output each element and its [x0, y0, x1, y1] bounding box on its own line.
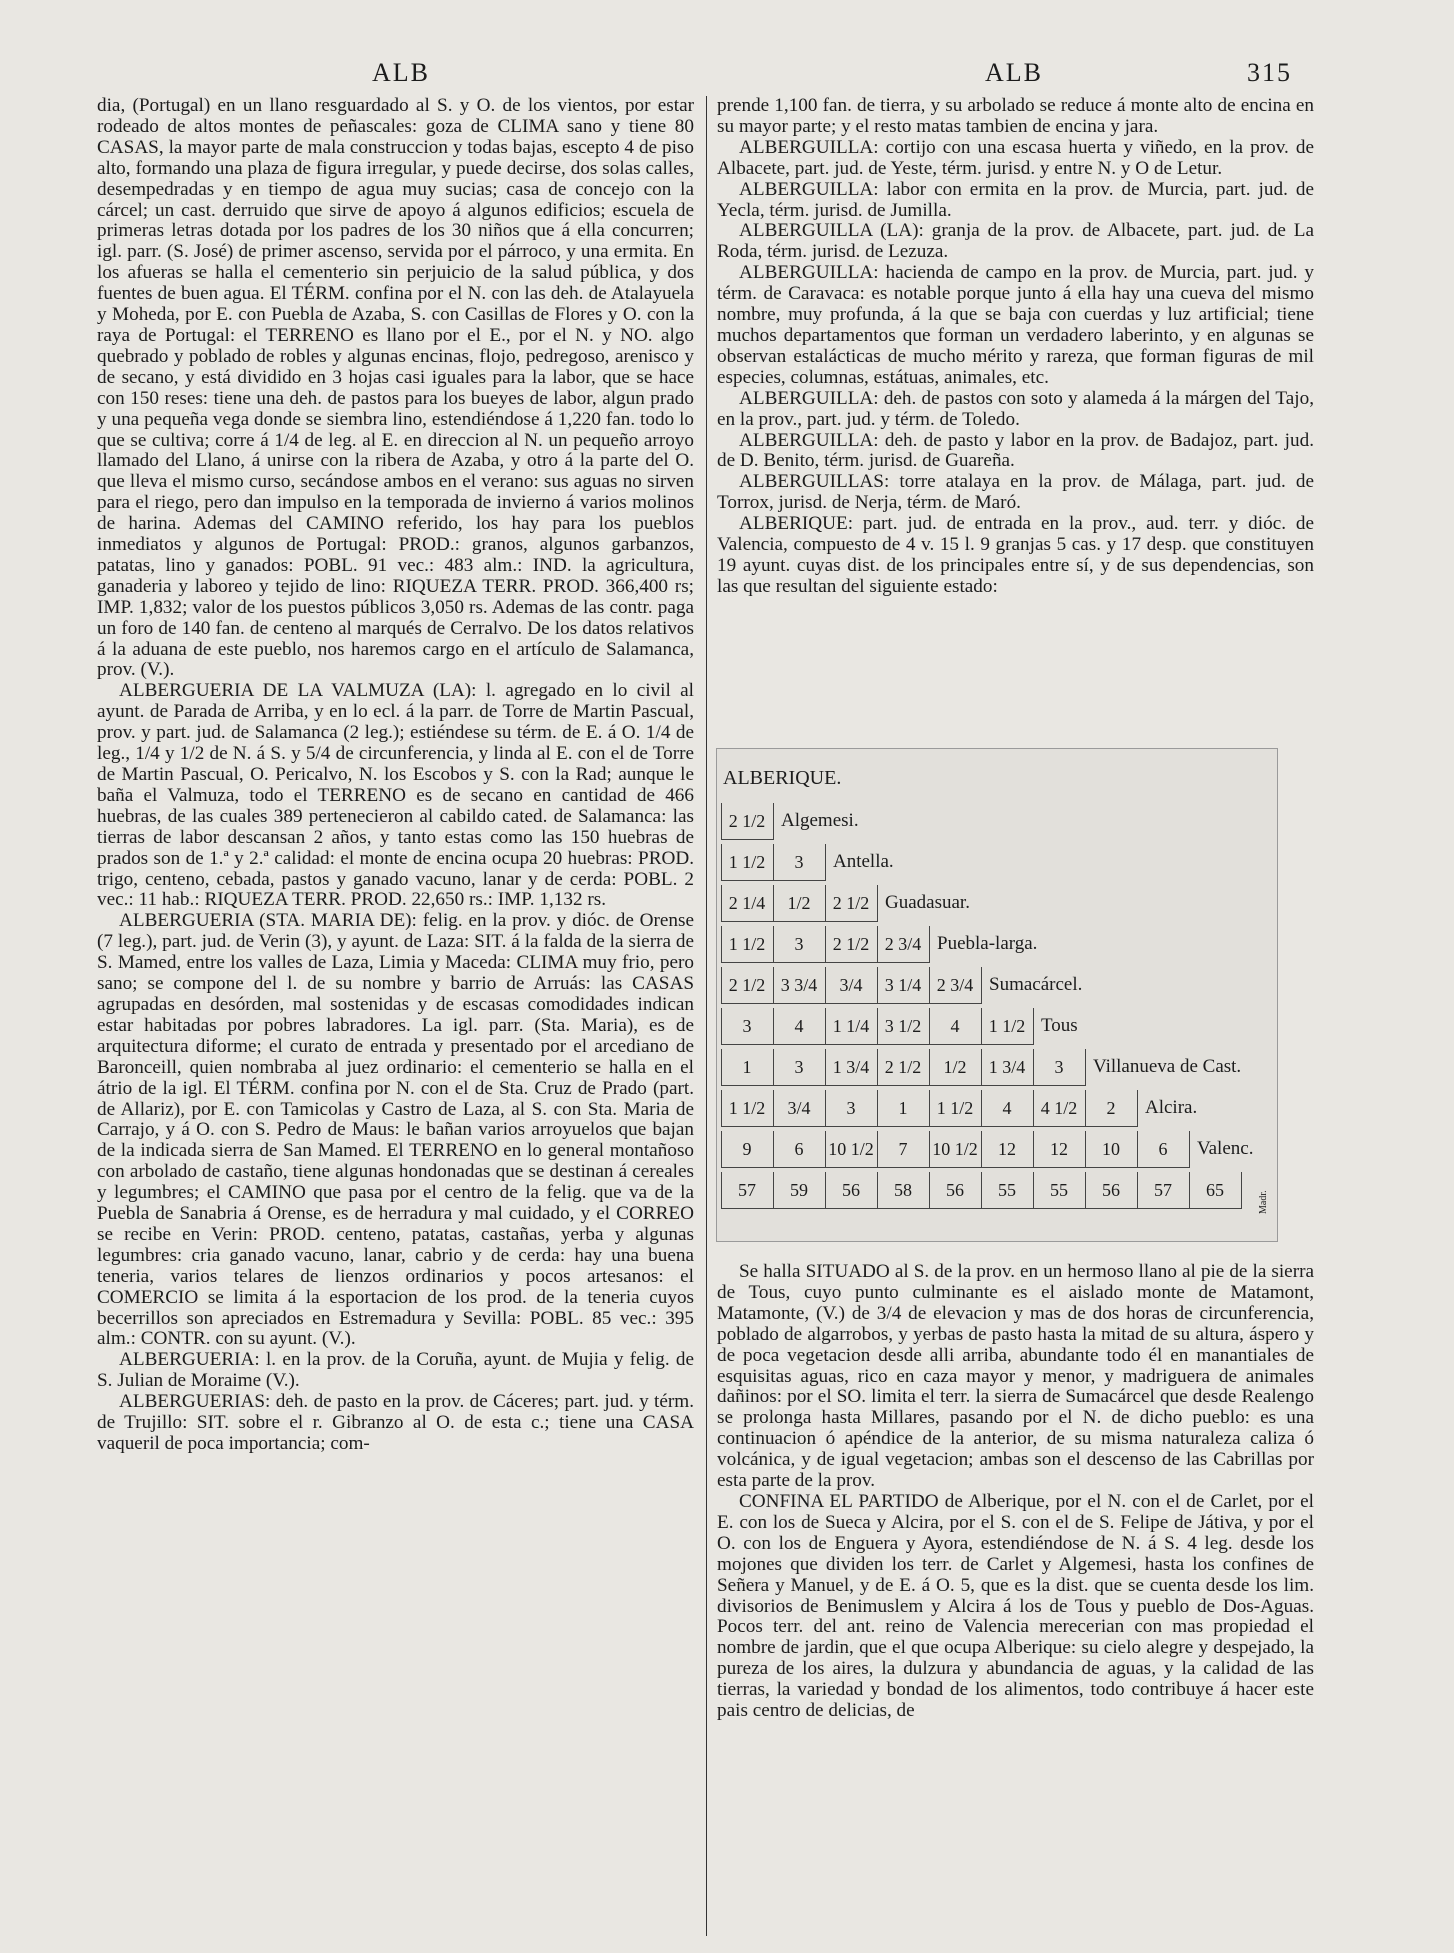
town-label: Tous — [1041, 1015, 1078, 1036]
table-col-rule — [721, 1090, 722, 1127]
right-column-bottom — [717, 1262, 1314, 1722]
distance-cell: 4 — [794, 1016, 804, 1036]
distance-cell: 2 1/2 — [728, 811, 766, 831]
distance-cell: 4 — [1002, 1098, 1012, 1118]
table-row-rule — [721, 921, 877, 922]
table-col-rule — [929, 926, 930, 963]
entry-albergueria-valmuza: ALBERGUERIA DE LA VALMUZA (LA): l. agregado en lo civil al ayunt. de Parada de Arriba, y en lo ecl. á la parr. de Torre de Martin Pascual, prov. y part. jud. de Salamanca (2 leg.); estiéndese su térm. de E. á O. 1/4 de leg., 1/4 y 1/2 de N. á S. y 5/4 de circunferencia, y linda al E. con el de Torre de Martin Pascual, O. Pericalvo, N. los Escobos y S. con la Rad; aunque le baña el Valmuza, todo el TERRENO es de secano en cantidad de 466 huebras, de las cuales 389 pertenecieron al cabildo cated. de Salamanca: las tierras de labor descansan 2 años, y tanto estas como las 150 huebras de prados son de 1.ª y 2.ª calidad: el monte de encina ocupa 20 huebras: PROD. trigo, centeno, cebada, pastos y ganado vacuno, lanar y de cerda: POBL. 2 vec.: 11 hab.: RIQUEZA TERR. PROD. 22,650 rs.: IMP. 1,132 rs. — [97, 680, 694, 911]
distance-cell: 1 — [742, 1057, 752, 1077]
distance-cell: 3/4 — [839, 975, 863, 995]
paragraph-situado: Se halla SITUADO al S. de la prov. en un hermoso llano al pie de la sierra de Tous, cuyo punto culminante es el aislado monte de Matamont, Matamonte, (V.) de 3/4 de elevacion y mas de dos horas de circunferencia, poblado de algarrobos, y yerbas de pasto hasta la mitad de su altura, áspero y de poca vegetacion desde alli arriba, abundante todo él en manantiales de esquisitas aguas, rico en caza mayor y menor, y madriguera de animales dañinos: por el SO. limita el terr. la sierra de Sumacárcel que desde Realengo se prolonga hasta Millares, pasando por el N. de dicho pueblo: es una continuacion ó apéndice de la anterior, de su misma naturaleza caliza ó volcánica, y de igual vegetacion; ambas son el descenso de las Cabrillas por esta parte de la prov. — [717, 1261, 1314, 1492]
distance-cell: 2 1/2 — [832, 934, 870, 954]
distance-cell: 1 — [898, 1098, 908, 1118]
table-col-rule — [721, 1131, 722, 1168]
table-col-rule — [981, 967, 982, 1004]
table-col-rule — [877, 885, 878, 922]
distance-cell: 1 1/2 — [728, 934, 766, 954]
distance-cell: 10 1/2 — [932, 1139, 978, 1159]
table-col-rule — [877, 1172, 878, 1209]
distance-cell: 3 — [794, 1057, 804, 1077]
table-col-rule — [1137, 1090, 1138, 1127]
distance-cell: 3/4 — [787, 1098, 811, 1118]
distance-cell: 1 3/4 — [988, 1057, 1026, 1077]
table-col-rule — [773, 1049, 774, 1086]
table-row-rule — [721, 1085, 1085, 1086]
page-number: 315 — [1247, 58, 1292, 87]
table-col-rule — [981, 1131, 982, 1168]
distance-cell: 1/2 — [943, 1057, 967, 1077]
table-col-rule — [1085, 1090, 1086, 1127]
distance-cell: 3 1/2 — [884, 1016, 922, 1036]
town-label: Antella. — [833, 851, 894, 872]
distance-cell: 9 — [742, 1139, 752, 1159]
distance-cell: 59 — [790, 1180, 808, 1200]
right-column-top — [717, 96, 1314, 598]
table-col-rule — [929, 1049, 930, 1086]
table-col-rule — [929, 1131, 930, 1168]
table-col-rule — [825, 844, 826, 881]
table-col-rule — [877, 1131, 878, 1168]
paragraph-confina: CONFINA EL PARTIDO de Alberique, por el N. con el de Carlet, por el E. con los de Sueca y Alcira, por el S. con el de S. Felipe de Játiva, y por el O. con los de Enguera y Ayora, estendiéndose de N. á S. 4 leg. desde los mojones que dividen los terr. de Carlet y Algemesi, hasta los confines de Señera y Manuel, y de E. á O. 5, que es la dist. que se cuenta desde los lim. divisorios de Benimuslem y Alcira á los de Tous y pueblo de Dos-Aguas. Pocos terr. del ant. reino de Valencia merecerian con mas propiedad el nombre de jardin, que el que ocupa Alberique: su cielo alegre y despejado, la pureza de los aires, la dulzura y abundancia de aguas, y la calidad de las tierras, la variedad y bondad de los alimentos, todo contribuye á hacer este pais centro de delicias, de — [717, 1490, 1314, 1722]
distance-cell: 3 — [846, 1098, 856, 1118]
distance-cell: 2 — [1106, 1098, 1116, 1118]
distance-cell: 57 — [1154, 1180, 1172, 1200]
town-label: Sumacárcel. — [989, 974, 1083, 995]
table-col-rule — [981, 1049, 982, 1086]
distance-cell: 2 1/2 — [832, 893, 870, 913]
table-col-rule — [773, 803, 774, 840]
distance-cell: 3 — [794, 934, 804, 954]
table-col-rule — [877, 967, 878, 1004]
distance-cell: 3 3/4 — [780, 975, 818, 995]
distance-cell: 1/2 — [787, 893, 811, 913]
distance-cell: 65 — [1206, 1180, 1224, 1200]
entry-alberguerias: ALBERGUERIAS: deh. de pasto en la prov. de Cáceres; part. jud. y térm. de Trujillo: SIT. sobre el r. Gibranzo al O. de esta c.; tiene una CASA vaqueril de poca importancia; com- — [97, 1391, 694, 1454]
town-label: Villanueva de Cast. — [1093, 1056, 1242, 1077]
table-col-rule — [825, 1049, 826, 1086]
distance-cell: 1 1/2 — [728, 852, 766, 872]
distance-cell: 4 1/2 — [1040, 1098, 1078, 1118]
table-row-rule — [721, 839, 773, 840]
town-label: Valenc. — [1197, 1138, 1254, 1159]
table-col-rule — [825, 926, 826, 963]
table-col-rule — [1033, 1049, 1034, 1086]
table-col-rule — [773, 926, 774, 963]
table-col-rule — [981, 1172, 982, 1209]
table-col-rule — [773, 844, 774, 881]
distance-cell: 1 1/2 — [728, 1098, 766, 1118]
table-col-rule — [825, 1008, 826, 1045]
distance-cell: 56 — [842, 1180, 860, 1200]
distance-cell: 2 1/2 — [884, 1057, 922, 1077]
distance-cell: 1 1/2 — [936, 1098, 974, 1118]
table-col-rule — [1033, 1090, 1034, 1127]
table-col-rule — [877, 1049, 878, 1086]
table-col-rule — [825, 967, 826, 1004]
table-col-rule — [981, 1090, 982, 1127]
table-col-rule — [1085, 1049, 1086, 1086]
distance-cell: 12 — [1050, 1139, 1068, 1159]
distance-cell: 58 — [894, 1180, 912, 1200]
distance-cell: 2 1/4 — [728, 893, 766, 913]
table-col-rule — [1033, 1172, 1034, 1209]
distance-cell: 3 1/4 — [884, 975, 922, 995]
table-col-rule — [773, 1172, 774, 1209]
table-col-rule — [773, 885, 774, 922]
table-col-rule — [1189, 1131, 1190, 1168]
running-head-right: ALB — [985, 58, 1043, 87]
distance-cell: 10 — [1102, 1139, 1120, 1159]
distance-cell: 2 3/4 — [884, 934, 922, 954]
table-col-rule — [929, 1090, 930, 1127]
entry-albergueria-sta-maria: ALBERGUERIA (STA. MARIA DE): felig. en la prov. y dióc. de Orense (7 leg.), part. jud. de Verin (3), y ayunt. de Laza: SIT. á la falda de la sierra de S. Mamed, entre los valles de Laza, Limia y Maceda: CLIMA muy frio, pero sano; se compone del l. de su nombre y barrio de Arruás: las CASAS agrupadas en desórden, mal sostenidas y de escasas comodidades indican estar habitadas por pobres labradores. La igl. parr. (Sta. Maria), es de arquitectura diforme; el curato de entrada y presentado por el arcediano de Baronceill, quien nombraba al juez ordinario: el cementerio se halla en el átrio de la igl. El TÉRM. confina por N. con el de Sta. Cruz de Prado (part. de Allariz), por E. con Tamicolas y Castro de Laza, al S. con Sta. Maria de Carrajo, y á O. con S. Pedro de Maus: le bañan varios arroyuelos que bajan de la indicada sierra de San Mamed. El TERRENO en lo general montañoso con arbolado de castaño, tiene algunas hondonadas que se destinan á cereales y legumbres; el CAMINO que pasa por el centro de la felig. que va de la Puebla de Sanabria á Orense, es de herradura y mal cuidado, y el CORREO se recibe en Verin: PROD. centeno, patatas, castañas, yerba y algunas legumbres: cria ganado vacuno, lanar, cabrio y de cerda: hay una buena teneria, varios telares de lienzos ordinarios y pocos artesanos: el COMERCIO se limita á la esportacion de los prod. de la teneria cuyos becerrillos son apreciados en Estremadura y Sevilla: POBL. 85 vec.: 395 alm.: CONTR. con su ayunt. (V.). — [97, 910, 694, 1350]
distance-cell: 10 1/2 — [828, 1139, 874, 1159]
table-col-rule — [929, 1008, 930, 1045]
distance-cell: 7 — [898, 1139, 908, 1159]
distance-cell: 1 3/4 — [832, 1057, 870, 1077]
table-col-rule — [929, 1172, 930, 1209]
table-col-rule — [825, 1131, 826, 1168]
entry-alberguilla-murcia: ALBERGUILLA: labor con ermita en la prov. de Murcia, part. jud. de Yecla, térm. jurisd. de Jumilla. — [717, 178, 1314, 221]
table-col-rule — [1241, 1172, 1242, 1209]
table-col-rule — [825, 1172, 826, 1209]
town-label: Algemesi. — [781, 810, 859, 831]
table-col-rule — [721, 926, 722, 963]
entry-alberguilla-albacete: ALBERGUILLA: cortijo con una escasa huerta y viñedo, en la prov. de Albacete, part. jud. de Yeste, térm. jurisd. y entre N. y O de Letur. — [717, 136, 1314, 179]
distance-cell: 2 1/2 — [728, 975, 766, 995]
town-label: Puebla-larga. — [937, 933, 1038, 954]
table-col-rule — [721, 885, 722, 922]
entry-alberique: ALBERIQUE: part. jud. de entrada en la prov., aud. terr. y dióc. de Valencia, compuesto de 4 v. 15 l. 9 granjas 5 cas. y 17 desp. que constituyen 19 ayunt. cuyas dist. de los principales entre sí, y de sus dependencias, son las que resultan del siguiente estado: — [717, 513, 1314, 597]
table-col-rule — [981, 1008, 982, 1045]
distance-cell: 56 — [946, 1180, 964, 1200]
distance-cell: 6 — [1158, 1139, 1168, 1159]
distance-cell: 56 — [1102, 1180, 1120, 1200]
entry-alberguilla-caravaca: ALBERGUILLA: hacienda de campo en la prov. de Murcia, part. jud. y térm. de Caravaca: es notable porque junto á ella hay una cueva del mismo nombre, muy profunda, á la que se baja con cuerdas y luz artificial; tiene muchos departamentos que forman un verdadero laberinto, y en algunas se observan estalácticas de mucho mérito y rareza, que forman figuras de mil especies, columnas, estátuas, animales, etc. — [717, 262, 1314, 388]
table-col-rule — [877, 1090, 878, 1127]
table-col-rule — [721, 967, 722, 1004]
table-col-rule — [825, 1090, 826, 1127]
table-row-rule — [721, 1167, 1189, 1168]
table-col-rule — [1085, 1131, 1086, 1168]
running-head-left: ALB — [372, 58, 430, 87]
table-col-rule — [721, 844, 722, 881]
table-col-rule — [721, 803, 722, 840]
table-col-rule — [929, 967, 930, 1004]
table-col-rule — [877, 1008, 878, 1045]
town-label: Alcira. — [1145, 1097, 1198, 1118]
distance-cell: 55 — [1050, 1180, 1068, 1200]
entry-alberguillas: ALBERGUILLAS: torre atalaya en la prov. de Málaga, part. jud. de Torrox, jurisd. de Nerja, térm. de Maró. — [717, 471, 1314, 514]
table-col-rule — [721, 1049, 722, 1086]
left-column — [97, 96, 694, 1455]
table-row-rule — [721, 1003, 981, 1004]
entry-albergueria-coruna: ALBERGUERIA: l. en la prov. de la Coruña, ayunt. de Mujia y felig. de S. Julian de Moraime (V.). — [97, 1349, 694, 1392]
distance-cell: 57 — [738, 1180, 756, 1200]
distance-cell: 3 — [742, 1016, 752, 1036]
table-col-rule — [773, 1008, 774, 1045]
table-col-rule — [721, 1008, 722, 1045]
distance-cell: 12 — [998, 1139, 1016, 1159]
entry-alberguilla-la-roda: ALBERGUILLA (LA): granja de la prov. de Albacete, part. jud. de La Roda, térm. jurisd. de Lezuza. — [717, 220, 1314, 263]
entry-continuation: dia, (Portugal) en un llano resguardado al S. y O. de los vientos, por estar rodeado de altos montes de peñascales: goza de CLIMA sano y tiene 80 CASAS, la mayor parte de mala construccion y todas bajas, escepto 4 de piso alto, formando una plaza de figura irregular, y puede decirse, dos solas calles, desempedradas y en tiempo de agua muy sucias; casa de concejo con la cárcel; un cast. derruido que sirve de apoyo á algunos edificios; escuela de primeras letras dotada por los padres de los 30 niños que á ella concurren; igl. parr. (S. José) de primer ascenso, servida por el párroco, y una ermita. En los afueras se halla el cementerio sin perjuicio de la salud pública, y dos fuentes de buen agua. El TÉRM. confina por el N. con las deh. de Atalayuela y Moheda, por E. con Puebla de Azaba, S. con Casillas de Flores y O. con la raya de Portugal: el TERRENO es llano por el E., por el N. y NO. algo quebrado y poblado de robles y algunas encinas, flojo, pedregoso, arenisco y de secano, y está dividido en 3 hojas casi iguales para la labor, que se hace con 150 reses: tiene una deh. de pastos para los bueyes de labor, algun prado y una pequeña vega donde se siembra lino, estendiéndose á 1,220 fan. todo lo que se cultiva; corre á 1/4 de leg. al E. en direccion al N. un pequeño arroyo llamado del Llano, á unirse con la ribera de Azaba, y otro á la parte del O. que lleva el mismo curso, secándose ambos en el verano: sus aguas no sirven para el riego, pero dan impulso en la temporada de invierno á varios molinos de harina. Ademas del CAMINO referido, los hay para los pueblos inmediatos y algunos de Portugal: PROD.: granos, algunos garbanzos, patatas, lino y ganados: POBL. 91 vec.: 483 alm.: IND. la agricultura, ganaderia y laboreo y tejido de lino: RIQUEZA TERR. PROD. 366,400 rs; IMP. 1,832; valor de los puestos públicos 3,050 rs. Ademas de las contr. paga un foro de 140 fan. de centeno al marqués de Cerralvo. De los datos relativos á la aduana de este pueblo, nos haremos cargo en el artículo de Salamanca, prov. (V.). — [97, 95, 694, 681]
distance-cell: 6 — [794, 1139, 804, 1159]
table-col-rule — [1033, 1131, 1034, 1168]
entry-alberguilla-toledo: ALBERGUILLA: deh. de pastos con soto y alameda á la márgen del Tajo, en la prov., part. jud. y térm. de Toledo. — [717, 387, 1314, 430]
table-col-rule — [1189, 1172, 1190, 1209]
entry-continuation: prende 1,100 fan. de tierra, y su arbolado se reduce á monte alto de encina en su mayor parte; y el resto matas tambien de encina y jara. — [717, 95, 1314, 137]
distance-cell: 55 — [998, 1180, 1016, 1200]
table-col-rule — [773, 1131, 774, 1168]
distance-cell: 2 3/4 — [936, 975, 974, 995]
distance-table — [716, 748, 1278, 1242]
madrid-label: Madr. — [1258, 1190, 1269, 1214]
table-col-rule — [773, 1090, 774, 1127]
distance-cell: 3 — [794, 852, 804, 872]
distance-cell: 1 1/4 — [832, 1016, 870, 1036]
column-divider — [706, 96, 707, 1936]
distance-cell: 1 1/2 — [988, 1016, 1026, 1036]
table-col-rule — [1137, 1172, 1138, 1209]
table-col-rule — [825, 885, 826, 922]
town-label: Guadasuar. — [885, 892, 970, 913]
table-col-rule — [1085, 1172, 1086, 1209]
distance-cell: 3 — [1054, 1057, 1064, 1077]
table-col-rule — [721, 1172, 722, 1209]
table-title: ALBERIQUE. — [723, 767, 842, 789]
distance-cell: 4 — [950, 1016, 960, 1036]
entry-alberguilla-badajoz: ALBERGUILLA: deh. de pasto y labor en la prov. de Badajoz, part. jud. de D. Benito, térm. jurisd. de Guareña. — [717, 429, 1314, 472]
table-col-rule — [877, 926, 878, 963]
table-col-rule — [773, 967, 774, 1004]
table-col-rule — [1033, 1008, 1034, 1045]
table-col-rule — [1137, 1131, 1138, 1168]
